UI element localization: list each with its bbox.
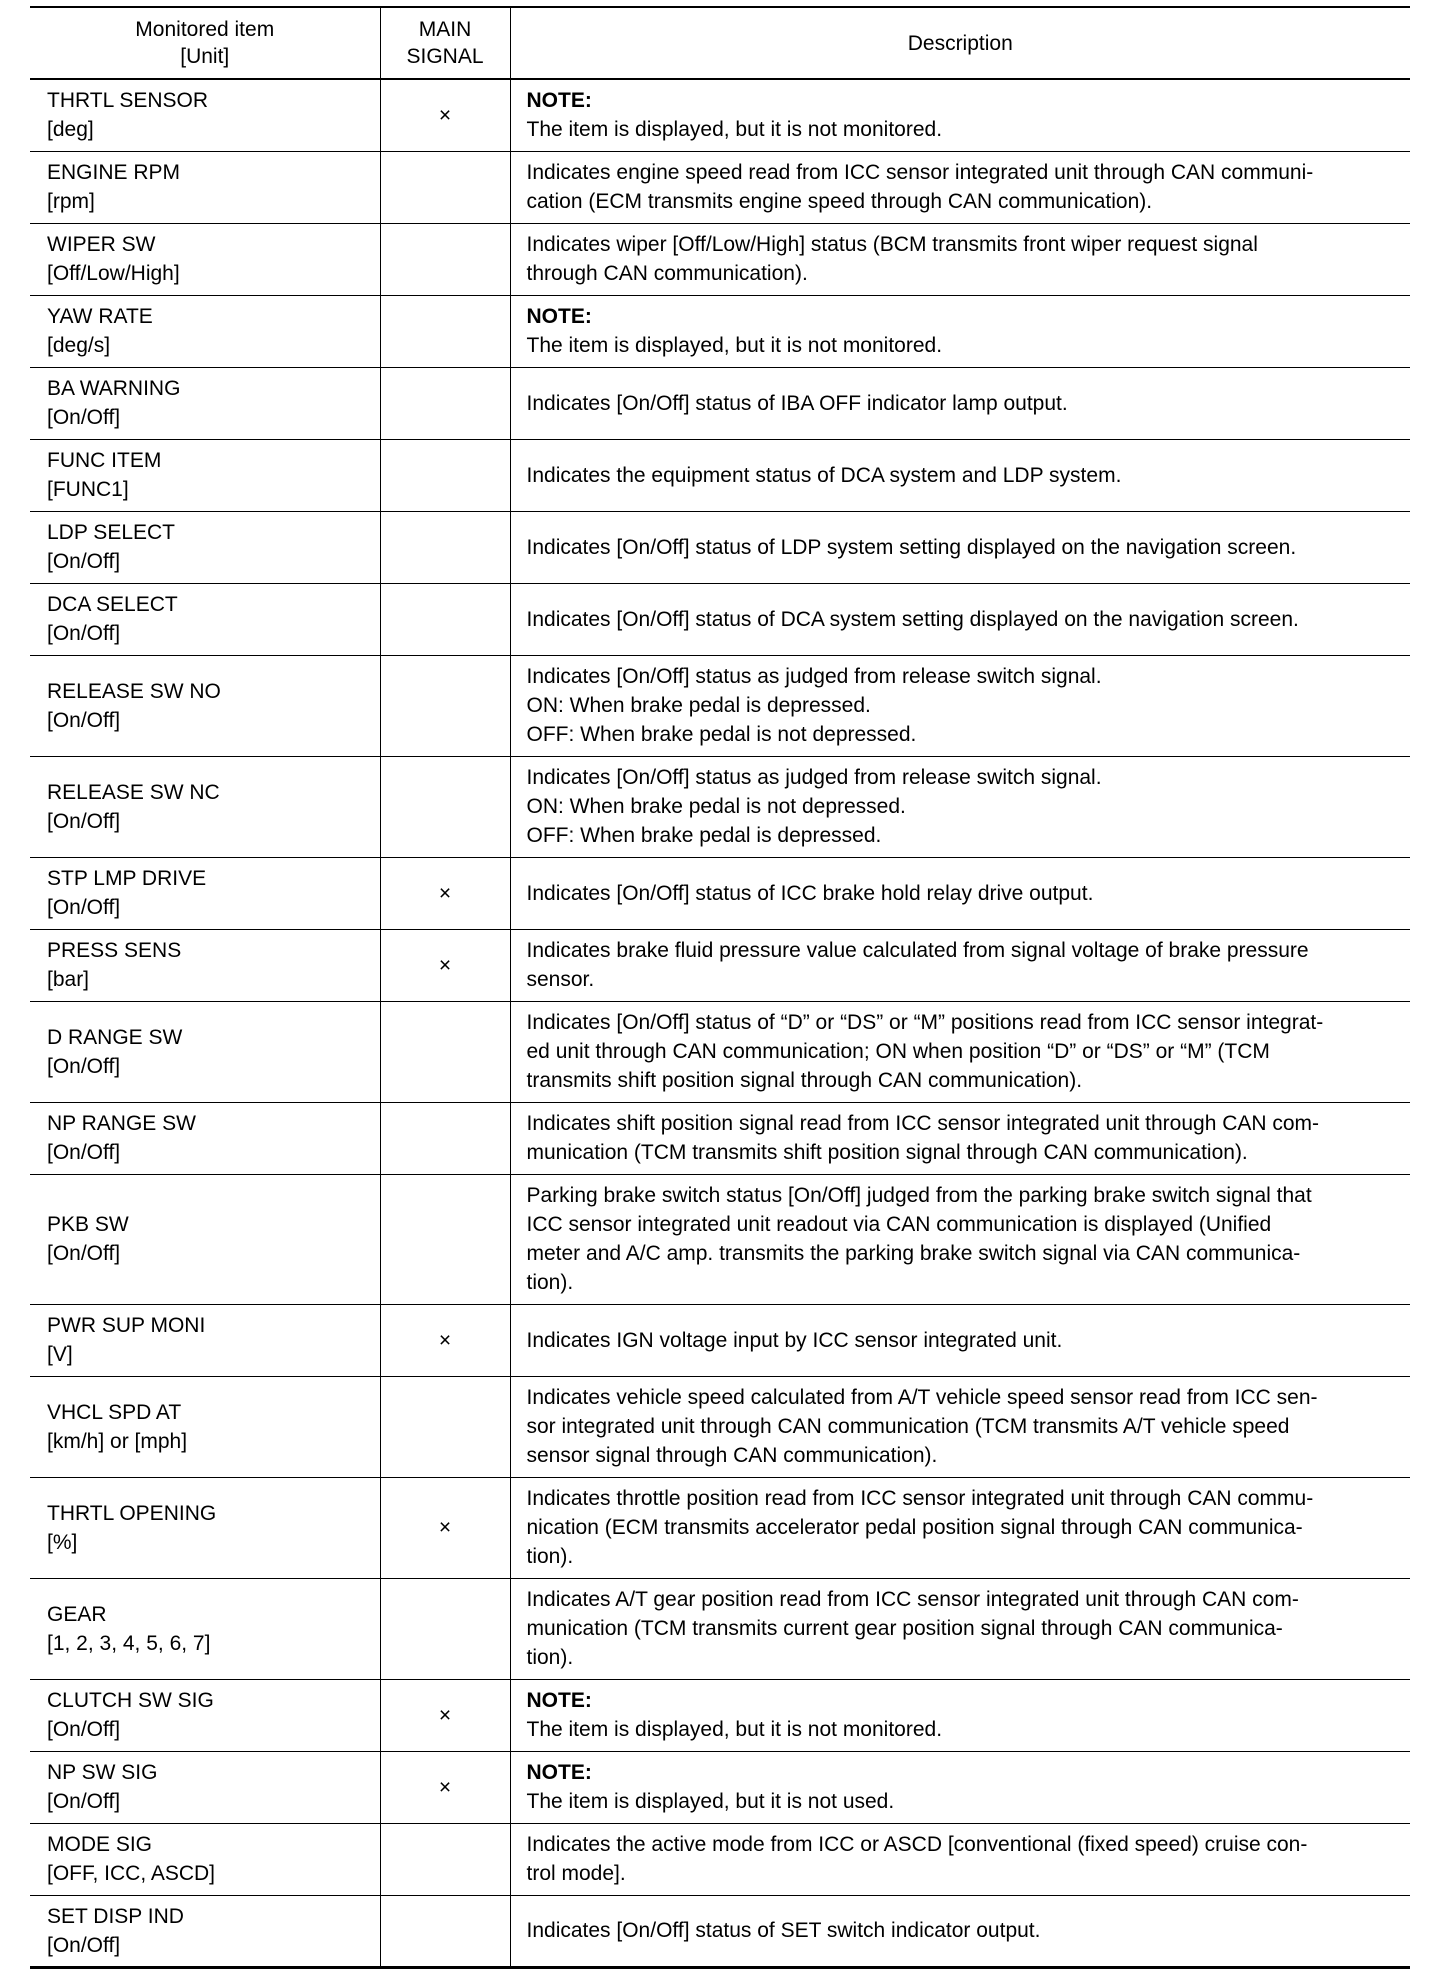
monitored-item-cell <box>30 1102 380 1174</box>
monitored-item-cell <box>30 1376 380 1477</box>
table-row <box>30 1376 1410 1477</box>
item-name: NP SW SIG <box>47 1761 158 1784</box>
item-unit: [bar] <box>47 968 90 991</box>
main-signal-cell <box>380 1304 510 1376</box>
table-row <box>30 929 1410 1001</box>
description-cell <box>510 1376 1410 1477</box>
main-signal-mark: × <box>438 1775 452 1799</box>
description-line: Indicates [On/Off] status as judged from release switch signal. <box>526 665 1102 688</box>
note-label: NOTE: <box>526 1761 592 1784</box>
item-unit: [On/Off] <box>47 1054 121 1078</box>
main-signal-cell <box>380 857 510 929</box>
table-row <box>30 1578 1410 1679</box>
description-line: Indicates vehicle speed calculated from A/T vehicle speed sensor read from ICC sen- <box>526 1386 1318 1409</box>
table-header-row <box>30 7 1410 79</box>
main-signal-cell <box>380 223 510 295</box>
table-row <box>30 1751 1410 1823</box>
item-unit: [On/Off] <box>47 1790 121 1813</box>
item-name: DCA SELECT <box>47 593 178 616</box>
description-line: Indicates IGN voltage input by ICC sensor integrated unit. <box>526 1328 1063 1352</box>
item-unit: [rpm] <box>47 190 95 213</box>
description-line: trol mode]. <box>526 1862 626 1885</box>
main-signal-cell <box>380 151 510 223</box>
description-cell <box>510 756 1410 857</box>
header-main-signal <box>380 7 510 79</box>
main-signal-cell <box>380 756 510 857</box>
monitored-item-cell <box>30 511 380 583</box>
table-row <box>30 655 1410 756</box>
header-unit-label: [Unit] <box>180 45 230 68</box>
item-name: FUNC ITEM <box>47 449 162 472</box>
description-line: ON: When brake pedal is depressed. <box>526 694 871 717</box>
item-name: STP LMP DRIVE <box>47 867 207 890</box>
description-line: The item is displayed, but it is not monitored. <box>526 118 943 142</box>
item-name: WIPER SW <box>47 233 156 256</box>
monitored-item-cell <box>30 929 380 1001</box>
description-line: sensor. <box>526 968 595 991</box>
description-line: cation (ECM transmits engine speed through CAN communication). <box>526 190 1153 213</box>
item-unit: [On/Off] <box>47 622 121 645</box>
table-row <box>30 1679 1410 1751</box>
item-unit: [On/Off] <box>47 550 121 573</box>
note-label: NOTE: <box>526 305 592 328</box>
main-signal-cell <box>380 79 510 151</box>
main-signal-cell <box>380 439 510 511</box>
description-cell <box>510 1578 1410 1679</box>
monitored-item-cell <box>30 1174 380 1304</box>
description-line: Indicates [On/Off] status of SET switch indicator output. <box>526 1919 1041 1942</box>
main-signal-cell <box>380 1376 510 1477</box>
item-unit: [On/Off] <box>47 809 121 833</box>
main-signal-mark: × <box>438 103 452 127</box>
monitored-item-cell <box>30 655 380 756</box>
main-signal-cell <box>380 655 510 756</box>
description-cell <box>510 1174 1410 1304</box>
monitored-item-cell <box>30 439 380 511</box>
description-line: sor integrated unit through CAN communication (TCM transmits A/T vehicle speed <box>526 1415 1290 1438</box>
description-line: The item is displayed, but it is not monitored. <box>526 334 943 357</box>
description-line: through CAN communication). <box>526 262 808 285</box>
description-line: The item is displayed, but it is not used. <box>526 1790 895 1813</box>
main-signal-cell <box>380 1679 510 1751</box>
item-unit: [1, 2, 3, 4, 5, 6, 7] <box>47 1631 211 1655</box>
note-label: NOTE: <box>526 1689 592 1712</box>
description-line: Indicates [On/Off] status as judged from release switch signal. <box>526 766 1102 789</box>
monitored-item-cell <box>30 857 380 929</box>
description-line: The item is displayed, but it is not monitored. <box>526 1718 943 1741</box>
item-name: RELEASE SW NC <box>47 780 220 804</box>
description-line: transmits shift position signal through CAN communication). <box>526 1069 1083 1092</box>
table-row <box>30 511 1410 583</box>
table-row <box>30 439 1410 511</box>
main-signal-cell <box>380 1751 510 1823</box>
description-cell <box>510 79 1410 151</box>
table-row <box>30 79 1410 151</box>
item-unit: [On/Off] <box>47 896 121 919</box>
description-line: Indicates the active mode from ICC or ASCD [conventional (fixed speed) cruise con- <box>526 1833 1308 1856</box>
description-cell <box>510 295 1410 367</box>
monitored-item-cell <box>30 367 380 439</box>
description-line: Indicates [On/Off] status of ICC brake hold relay drive output. <box>526 881 1094 905</box>
description-line: Indicates throttle position read from ICC sensor integrated unit through CAN commu- <box>526 1487 1314 1510</box>
item-name: CLUTCH SW SIG <box>47 1689 214 1712</box>
description-line: OFF: When brake pedal is depressed. <box>526 824 882 847</box>
main-signal-cell <box>380 1174 510 1304</box>
monitored-item-cell <box>30 79 380 151</box>
item-name: D RANGE SW <box>47 1025 183 1049</box>
monitored-item-cell <box>30 1751 380 1823</box>
monitored-item-cell <box>30 1477 380 1578</box>
monitored-item-cell <box>30 1001 380 1102</box>
description-cell <box>510 1102 1410 1174</box>
item-name: YAW RATE <box>47 305 153 328</box>
table-row <box>30 367 1410 439</box>
table-row <box>30 1174 1410 1304</box>
item-name: BA WARNING <box>47 377 181 400</box>
item-name: PWR SUP MONI <box>47 1314 206 1337</box>
main-signal-mark: × <box>438 1703 452 1727</box>
item-unit: [On/Off] <box>47 406 121 429</box>
main-signal-mark: × <box>438 1516 452 1539</box>
description-cell <box>510 1751 1410 1823</box>
table-row <box>30 151 1410 223</box>
main-signal-cell <box>380 1895 510 1967</box>
table-row <box>30 1304 1410 1376</box>
monitored-item-cell <box>30 1679 380 1751</box>
item-unit: [On/Off] <box>47 708 121 732</box>
description-line: nication (ECM transmits accelerator pedal position signal through CAN communica- <box>526 1516 1303 1539</box>
item-name: THRTL OPENING <box>47 1501 217 1525</box>
item-unit: [V] <box>47 1343 73 1366</box>
description-line: Indicates shift position signal read from ICC sensor integrated unit through CAN com- <box>526 1112 1320 1135</box>
description-cell <box>510 857 1410 929</box>
main-signal-cell <box>380 1823 510 1895</box>
description-line: sensor signal through CAN communication). <box>526 1444 938 1467</box>
description-line: Indicates [On/Off] status of “D” or “DS” or “M” positions read from ICC sensor integrat- <box>526 1011 1324 1034</box>
description-cell <box>510 511 1410 583</box>
item-name: GEAR <box>47 1602 107 1626</box>
main-signal-cell <box>380 511 510 583</box>
item-unit: [On/Off] <box>47 1242 121 1265</box>
item-name: SET DISP IND <box>47 1904 184 1928</box>
item-unit: [On/Off] <box>47 1718 121 1741</box>
monitored-item-cell <box>30 1823 380 1895</box>
monitored-item-cell <box>30 1895 380 1967</box>
header-signal-label: SIGNAL <box>406 45 484 68</box>
monitored-item-cell <box>30 583 380 655</box>
description-line: munication (TCM transmits shift position signal through CAN communication). <box>526 1141 1248 1164</box>
header-monitored-item <box>30 7 380 79</box>
description-cell <box>510 1304 1410 1376</box>
main-signal-mark: × <box>438 881 452 905</box>
description-line: OFF: When brake pedal is not depressed. <box>526 723 917 746</box>
description-line: Indicates brake fluid pressure value calculated from signal voltage of brake pressure <box>526 939 1309 962</box>
note-label: NOTE: <box>526 89 592 113</box>
description-line: Indicates A/T gear position read from ICC sensor integrated unit through CAN com- <box>526 1588 1299 1611</box>
description-line: ICC sensor integrated unit readout via CAN communication is displayed (Unified <box>526 1213 1272 1236</box>
table-row <box>30 223 1410 295</box>
main-signal-mark: × <box>438 953 452 977</box>
item-unit: [Off/Low/High] <box>47 262 180 285</box>
monitored-item-cell <box>30 223 380 295</box>
description-line: meter and A/C amp. transmits the parking brake switch signal via CAN communica- <box>526 1242 1301 1265</box>
main-signal-cell <box>380 1001 510 1102</box>
item-name: RELEASE SW NO <box>47 679 221 703</box>
item-name: ENGINE RPM <box>47 161 181 184</box>
description-cell <box>510 1477 1410 1578</box>
description-cell <box>510 583 1410 655</box>
item-unit: [deg/s] <box>47 334 111 357</box>
main-signal-cell <box>380 1578 510 1679</box>
monitored-item-cell <box>30 1304 380 1376</box>
description-line: tion). <box>526 1545 574 1568</box>
item-name: NP RANGE SW <box>47 1112 196 1135</box>
description-line: Indicates wiper [Off/Low/High] status (BCM transmits front wiper request signal <box>526 233 1258 256</box>
description-cell <box>510 151 1410 223</box>
description-line: ed unit through CAN communication; ON when position “D” or “DS” or “M” (TCM <box>526 1040 1270 1063</box>
table-row <box>30 1823 1410 1895</box>
item-unit: [deg] <box>47 118 94 142</box>
item-unit: [On/Off] <box>47 1141 121 1164</box>
description-line: Indicates [On/Off] status of LDP system setting displayed on the navigation screen. <box>526 535 1297 559</box>
description-cell <box>510 1001 1410 1102</box>
description-line: tion). <box>526 1271 574 1294</box>
item-unit: [%] <box>47 1530 78 1554</box>
table-row <box>30 295 1410 367</box>
table-row <box>30 1477 1410 1578</box>
description-cell <box>510 1823 1410 1895</box>
header-main-label: MAIN <box>418 18 472 41</box>
item-unit: [km/h] or [mph] <box>47 1429 188 1453</box>
main-signal-cell <box>380 583 510 655</box>
description-line: Indicates the equipment status of DCA system and LDP system. <box>526 463 1122 487</box>
main-signal-cell <box>380 1102 510 1174</box>
table-row <box>30 756 1410 857</box>
description-line: Parking brake switch status [On/Off] judged from the parking brake switch signal that <box>526 1184 1312 1207</box>
main-signal-mark: × <box>438 1328 452 1352</box>
item-name: LDP SELECT <box>47 521 175 544</box>
description-line: tion). <box>526 1646 574 1669</box>
monitor-item-table <box>30 6 1410 1969</box>
description-cell <box>510 223 1410 295</box>
description-line: Indicates engine speed read from ICC sensor integrated unit through CAN communi- <box>526 161 1314 184</box>
table-row <box>30 583 1410 655</box>
monitored-item-cell <box>30 756 380 857</box>
table-row <box>30 1001 1410 1102</box>
item-name: PRESS SENS <box>47 939 182 962</box>
description-cell <box>510 1679 1410 1751</box>
description-cell <box>510 367 1410 439</box>
item-name: THRTL SENSOR <box>47 89 209 113</box>
item-name: MODE SIG <box>47 1833 153 1856</box>
main-signal-cell <box>380 295 510 367</box>
description-line: Indicates [On/Off] status of IBA OFF indicator lamp output. <box>526 391 1068 415</box>
monitored-item-cell <box>30 295 380 367</box>
monitored-item-cell <box>30 1578 380 1679</box>
item-name: PKB SW <box>47 1213 129 1236</box>
main-signal-cell <box>380 929 510 1001</box>
description-cell <box>510 929 1410 1001</box>
item-unit: [FUNC1] <box>47 478 129 501</box>
main-signal-cell <box>380 1477 510 1578</box>
table-row <box>30 1102 1410 1174</box>
item-unit: [OFF, ICC, ASCD] <box>47 1862 216 1885</box>
description-cell <box>510 1895 1410 1967</box>
description-cell <box>510 439 1410 511</box>
header-description: Description <box>510 7 1410 79</box>
description-line: Indicates [On/Off] status of DCA system setting displayed on the navigation screen. <box>526 607 1299 631</box>
main-signal-cell <box>380 367 510 439</box>
monitored-item-cell <box>30 151 380 223</box>
table-row <box>30 857 1410 929</box>
table-row <box>30 1895 1410 1967</box>
item-unit: [On/Off] <box>47 1933 121 1957</box>
description-cell <box>510 655 1410 756</box>
header-item-label: Monitored item <box>135 18 275 41</box>
item-name: VHCL SPD AT <box>47 1400 182 1424</box>
description-line: ON: When brake pedal is not depressed. <box>526 795 906 818</box>
description-line: munication (TCM transmits current gear position signal through CAN communica- <box>526 1617 1283 1640</box>
